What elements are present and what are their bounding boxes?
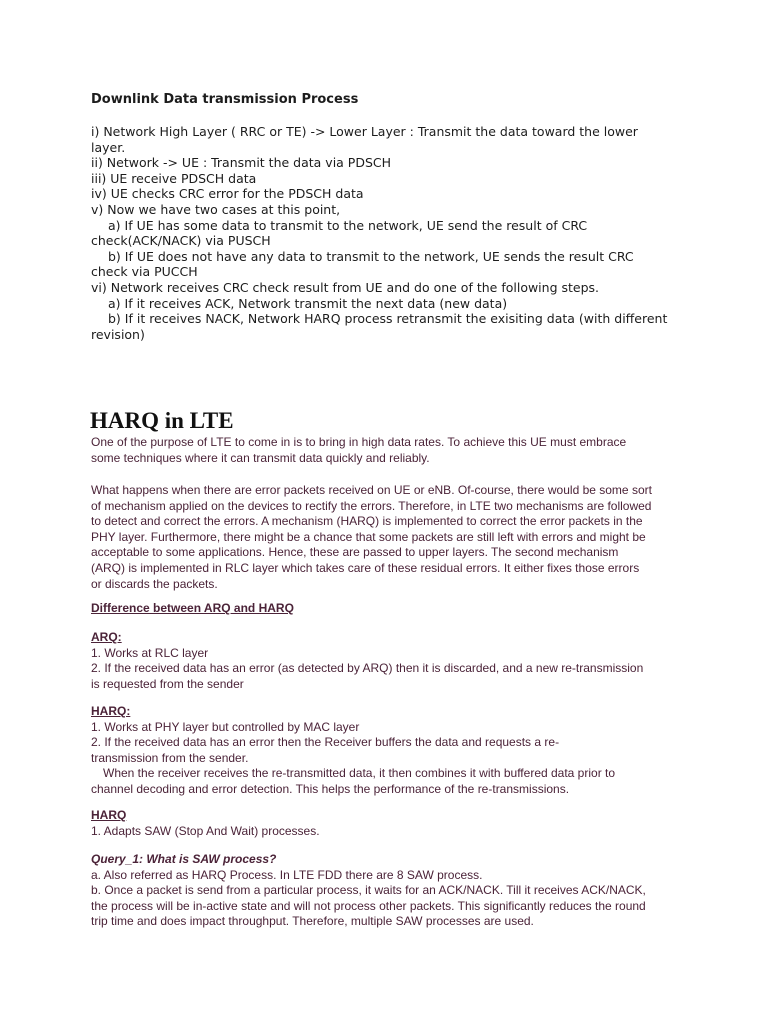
step-line: iv) UE checks CRC error for the PDSCH data xyxy=(91,186,364,202)
intro-paragraph xyxy=(91,435,691,466)
step-line: v) Now we have two cases at this point, xyxy=(91,201,341,217)
step-line: b) If UE does not have any data to transmit to the network, UE sends the result CRC xyxy=(108,248,634,264)
paragraph-line: (ARQ) is implemented in RLC layer which takes care of these residual errors. It either fixes those errors xyxy=(91,560,640,575)
step-line: revision) xyxy=(91,326,145,342)
paragraph-line: some techniques where it can transmit data quickly and reliably. xyxy=(91,450,430,465)
list-item: 2. If the received data has an error (as detected by ARQ) then it is discarded, and a new re-transmission xyxy=(91,661,644,676)
list-item: a. Also referred as HARQ Process. In LTE FDD there are 8 SAW process. xyxy=(91,867,483,882)
paragraph-line: One of the purpose of LTE to come in is to bring in high data rates. To achieve this UE must embrace xyxy=(91,435,627,449)
step-line: ii) Network -> UE : Transmit the data via PDSCH xyxy=(91,155,392,171)
downlink-steps xyxy=(91,124,691,342)
list-item: the process will be in-active state and will not process other packets. This significantly reduces the round xyxy=(91,898,646,913)
harq-block xyxy=(91,704,691,798)
query-heading: Query_1: What is SAW process? xyxy=(91,852,277,866)
step-line: b) If it receives NACK, Network HARQ process retransmit the exisiting data (with different xyxy=(108,311,668,327)
paragraph-line: or discards the packets. xyxy=(91,576,218,591)
step-line: check via PUCCH xyxy=(91,264,198,280)
list-item: 2. If the received data has an error then the Receiver buffers the data and requests a re- xyxy=(91,735,560,750)
harq-heading: HARQ: xyxy=(91,704,131,718)
list-item: 1. Works at RLC layer xyxy=(91,645,209,660)
list-item: 1. Adapts SAW (Stop And Wait) processes. xyxy=(91,823,320,838)
step-line: a) If it receives ACK, Network transmit the next data (new data) xyxy=(108,295,508,311)
section-title-downlink: Downlink Data transmission Process xyxy=(91,92,359,107)
paragraph-line: PHY layer. Furthermore, there might be a chance that some packets are still left with errors and might be xyxy=(91,529,646,544)
step-line: i) Network High Layer ( RRC or TE) -> Lower Layer : Transmit the data toward the lower xyxy=(91,124,638,139)
section-title-harq-in-lte: HARQ in LTE xyxy=(90,408,234,433)
step-line: check(ACK/NACK) via PUSCH xyxy=(91,233,271,249)
list-item: trip time and does impact throughput. Therefore, multiple SAW processes are used. xyxy=(91,914,534,929)
paragraph-line: What happens when there are error packets received on UE or eNB. Of-course, there would be some sort xyxy=(91,483,652,497)
arq-block xyxy=(91,630,691,692)
list-item: is requested from the sender xyxy=(91,676,244,691)
harq-saw-heading: HARQ xyxy=(91,808,127,822)
arq-heading: ARQ: xyxy=(91,630,122,644)
list-item: channel decoding and error detection. This helps the performance of the re-transmissions. xyxy=(91,781,570,796)
list-item: When the receiver receives the re-transmitted data, it then combines it with buffered data prior to xyxy=(103,766,616,781)
query-block xyxy=(91,852,691,930)
step-line: layer. xyxy=(91,139,126,155)
list-item: 1. Works at PHY layer but controlled by MAC layer xyxy=(91,719,360,734)
step-line: iii) UE receive PDSCH data xyxy=(91,170,257,186)
paragraph-line: of mechanism applied on the devices to rectify the errors. Therefore, in LTE two mechanisms are followed xyxy=(91,498,652,513)
paragraph-line: to detect and correct the errors. A mechanism (HARQ) is implemented to correct the error packets in the xyxy=(91,514,643,529)
list-item: b. Once a packet is send from a particular process, it waits for an ACK/NACK. Till it receives ACK/NACK, xyxy=(91,883,646,898)
step-line: vi) Network receives CRC check result from UE and do one of the following steps. xyxy=(91,279,600,295)
harq-saw-block xyxy=(91,808,691,839)
step-line: a) If UE has some data to transmit to the network, UE send the result of CRC xyxy=(108,217,588,233)
difference-heading-block xyxy=(91,601,691,617)
difference-heading: Difference between ARQ and HARQ xyxy=(91,601,294,615)
paragraph-line: acceptable to some applications. Hence, these are passed to upper layers. The second mechanism xyxy=(91,545,619,560)
error-mechanism-paragraph xyxy=(91,483,691,592)
list-item: transmission from the sender. xyxy=(91,750,249,765)
